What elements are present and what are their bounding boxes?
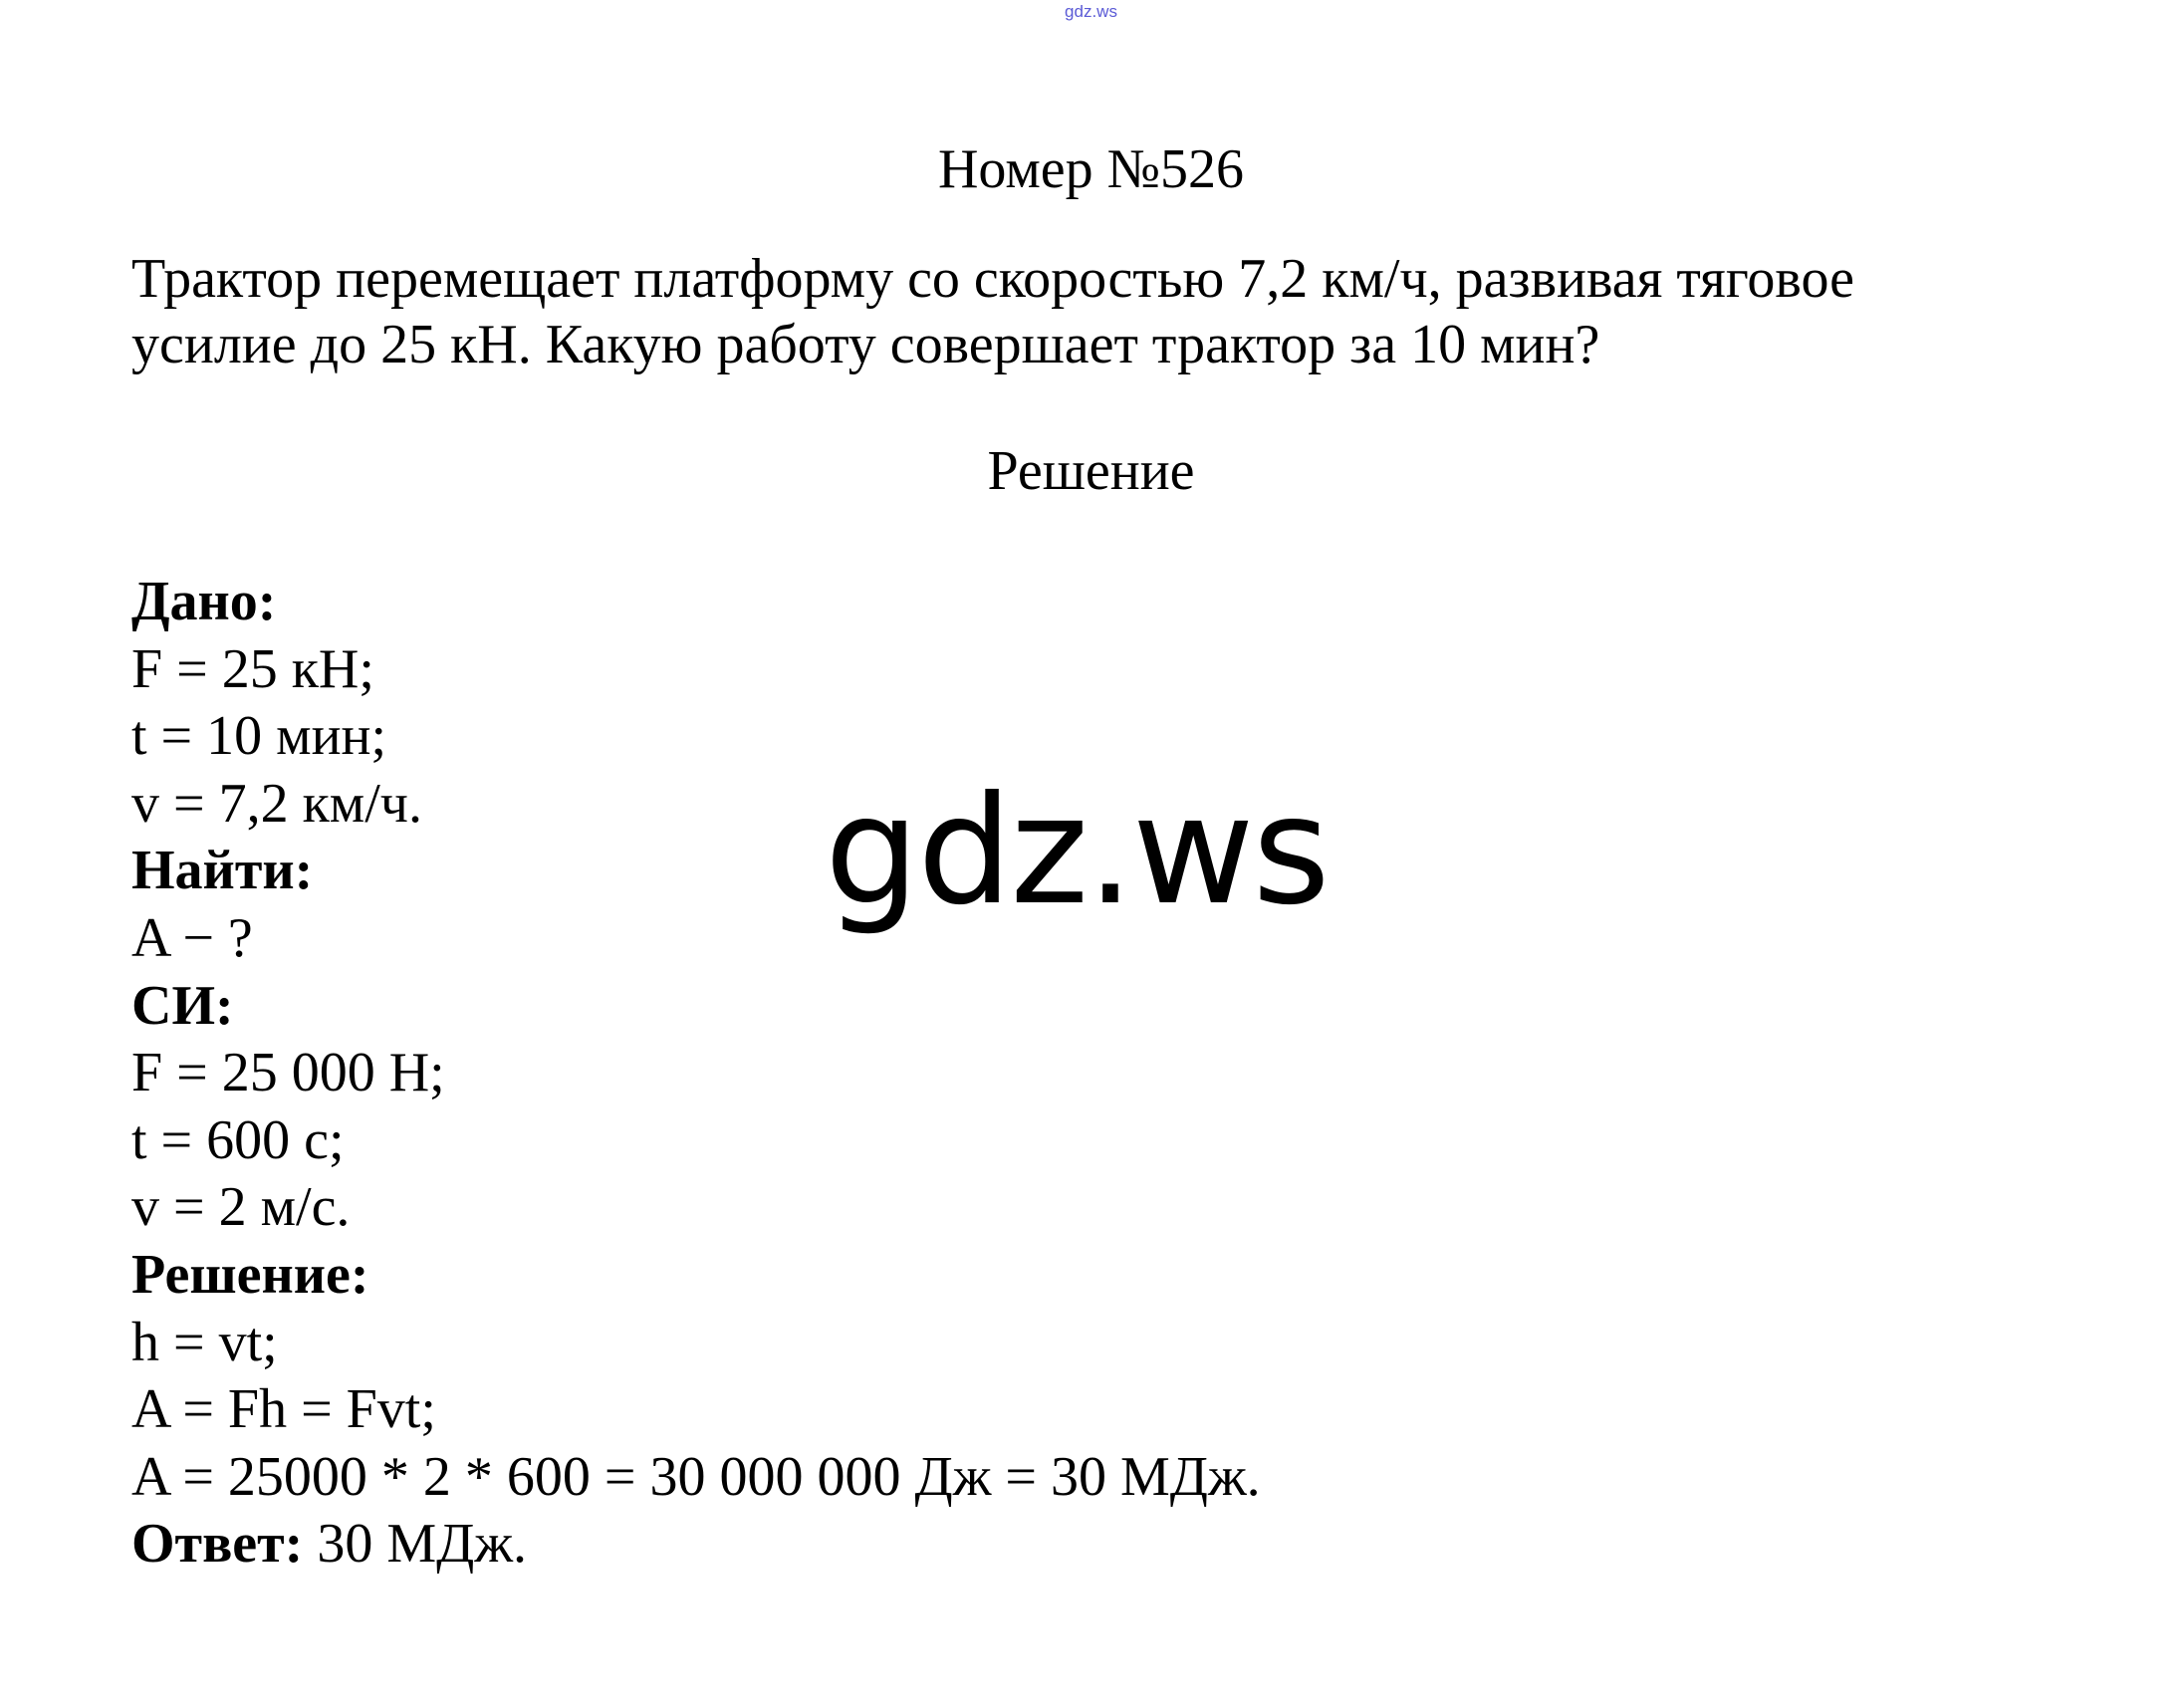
answer-value: 30 МДж. — [303, 1513, 528, 1576]
problem-line-2: усилие до 25 кН. Какую работу совершает трактор за 10 мин? — [131, 314, 1600, 375]
answer-line — [131, 1511, 1725, 1579]
si-item: t = 600 с; — [131, 1108, 345, 1171]
solution-body — [131, 569, 1725, 1579]
si-item: v = 2 м/с. — [131, 1176, 351, 1239]
problem-line-1: Трактор перемещает платформу со скоростью 7,2 км/ч, развивая тяговое — [131, 248, 1854, 310]
si-item: F = 25 000 Н; — [131, 1042, 445, 1104]
solution-step: h = vt; — [131, 1311, 278, 1373]
given-item: F = 25 кН; — [131, 637, 374, 700]
si-label: СИ: — [131, 974, 234, 1037]
problem-statement — [131, 246, 2083, 377]
watermark: gdz.ws — [825, 765, 1329, 938]
solution-heading: Решение — [987, 440, 1195, 502]
solution-step: A = 25000 * 2 * 600 = 30 000 000 Дж = 30 МДж. — [131, 1445, 1261, 1508]
given-item: v = 7,2 км/ч. — [131, 772, 422, 835]
page-title: Номер №526 — [937, 138, 1245, 200]
answer-label: Ответ: — [131, 1513, 304, 1576]
top-watermark: gdz.ws — [1065, 2, 1117, 21]
given-item: t = 10 мин; — [131, 705, 387, 768]
solution-step: A = Fh = Fvt; — [131, 1378, 436, 1441]
find-label: Найти: — [131, 840, 314, 902]
find-item: A − ? — [131, 906, 253, 969]
given-label: Дано: — [131, 571, 277, 632]
solution-label: Решение: — [131, 1243, 369, 1306]
